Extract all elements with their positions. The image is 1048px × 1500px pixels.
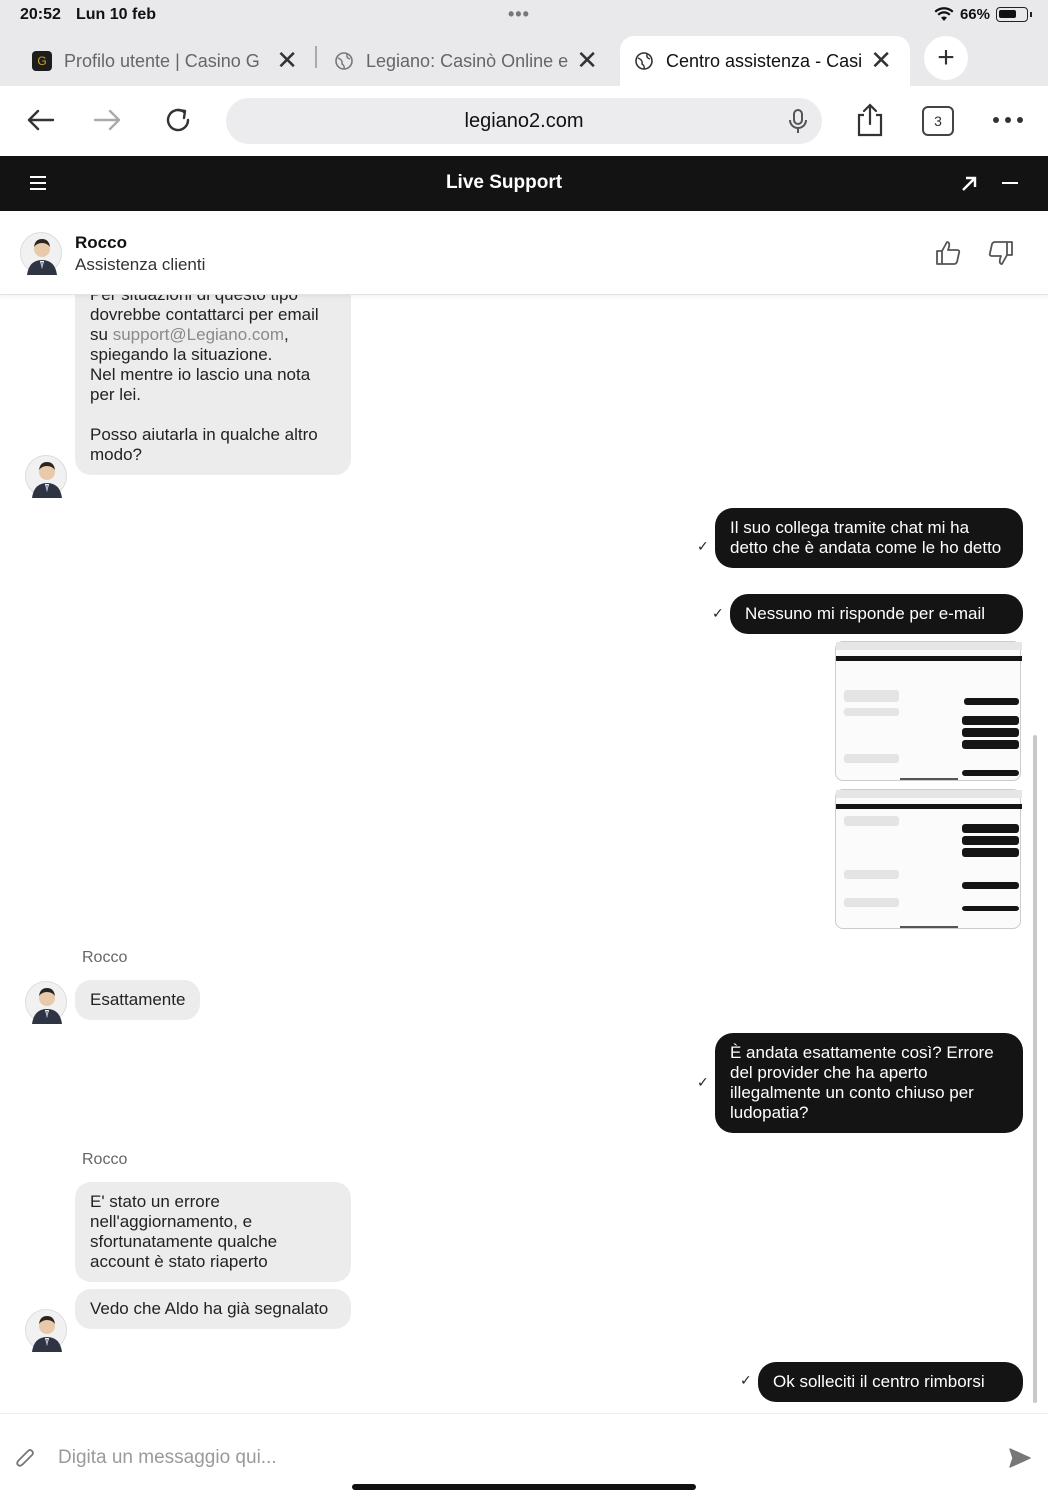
close-tab-icon[interactable]: ✕ — [870, 45, 892, 75]
url-text: legiano2.com — [464, 109, 584, 132]
send-icon[interactable] — [1008, 1447, 1032, 1469]
agent-message-bubble — [75, 277, 351, 475]
close-tab-icon[interactable]: ✕ — [276, 45, 298, 75]
casino-favicon-icon: G — [32, 51, 52, 71]
thumbs-down-icon[interactable] — [987, 239, 1015, 267]
user-message-bubble — [730, 594, 1023, 634]
tab-legiano[interactable] — [320, 36, 616, 86]
share-button[interactable] — [852, 102, 888, 138]
home-indicator — [352, 1484, 696, 1490]
multitask-dots-icon[interactable]: ••• — [508, 4, 530, 24]
status-bar — [0, 0, 1048, 30]
message-list[interactable] — [0, 295, 1048, 1413]
avatar — [25, 1309, 67, 1351]
user-message-bubble — [715, 508, 1023, 568]
close-tab-icon[interactable]: ✕ — [576, 45, 598, 75]
chat-title: Live Support — [445, 172, 563, 193]
paperclip-icon[interactable] — [14, 1446, 36, 1470]
message-input[interactable] — [58, 1442, 958, 1474]
avatar — [25, 455, 67, 497]
minimize-icon[interactable] — [1002, 182, 1018, 184]
sender-name: Rocco — [82, 1151, 128, 1168]
agent-info-bar — [0, 211, 1048, 295]
user-message-bubble — [715, 1033, 1023, 1133]
arrow-right-icon — [93, 108, 123, 132]
share-icon — [855, 103, 885, 137]
message-text: Il suo collega tramite chat mi ha detto che è andata come le ho detto — [730, 518, 1002, 557]
status-date: Lun 10 feb — [76, 6, 157, 23]
browser-tab-bar — [0, 30, 1048, 86]
avatar — [25, 981, 67, 1023]
tab-profilo-utente[interactable] — [20, 36, 316, 86]
forward-button[interactable] — [90, 102, 126, 138]
message-text: Nel mentre io lascio una nota per lei. — [90, 365, 311, 404]
support-email-link[interactable]: support@Legiano.com — [112, 325, 285, 344]
wifi-icon — [934, 7, 954, 22]
message-text: Posso aiutarla in qualche altro modo? — [90, 425, 318, 464]
chat-header — [0, 156, 1048, 211]
message-text: , spiegando la situazione. — [90, 325, 289, 364]
sent-check-icon: ✓ — [697, 538, 709, 554]
tab-centro-assistenza[interactable] — [620, 36, 910, 86]
attachment-screenshot-thumbnail[interactable] — [835, 789, 1021, 929]
back-button[interactable] — [22, 102, 58, 138]
status-time: 20:52 — [20, 6, 61, 23]
tab-switcher-button[interactable]: 3 — [922, 106, 954, 136]
thumbs-up-icon[interactable] — [934, 239, 962, 267]
arrow-left-icon — [25, 108, 55, 132]
browser-toolbar — [0, 86, 1048, 156]
user-message-bubble — [758, 1362, 1023, 1402]
message-text: È andata esattamente così? Errore del provider che ha aperto illegalmente un conto chiuso per ludopatia? — [730, 1043, 994, 1122]
agent-role: Assistenza clienti — [75, 255, 206, 274]
tab-separator — [315, 46, 317, 68]
sent-check-icon: ✓ — [712, 605, 724, 621]
agent-message-bubble — [75, 1289, 351, 1329]
scrollbar[interactable] — [1033, 735, 1037, 1403]
message-text: Vedo che Aldo ha già segnalato — [90, 1299, 329, 1318]
globe-icon — [634, 51, 654, 71]
tab-title: Centro assistenza - Casi — [666, 50, 863, 71]
expand-icon[interactable] — [960, 175, 978, 193]
tab-title: Legiano: Casinò Online e — [366, 50, 569, 71]
message-text: Esattamente — [90, 990, 186, 1009]
address-bar[interactable] — [226, 98, 822, 144]
message-text: E' stato un errore nell'aggiornamento, e sfortunatamente qualche account è stato riaperto — [90, 1192, 278, 1271]
message-text: Nessuno mi risponde per e-mail — [745, 604, 985, 623]
sent-check-icon: ✓ — [697, 1074, 709, 1090]
agent-name: Rocco — [75, 233, 127, 252]
status-indicators — [934, 6, 1028, 23]
microphone-icon[interactable] — [788, 108, 808, 134]
new-tab-button[interactable]: + — [924, 36, 968, 80]
tab-title: Profilo utente | Casino G — [64, 50, 260, 71]
agent-message-bubble — [75, 980, 200, 1020]
globe-icon — [334, 51, 354, 71]
agent-message-bubble — [75, 1182, 351, 1282]
more-menu-button[interactable] — [990, 102, 1026, 138]
more-dots-icon — [992, 116, 1024, 124]
message-text: dovrebbe contattarci per email su — [90, 305, 319, 344]
battery-icon — [996, 7, 1028, 22]
reload-icon — [162, 104, 194, 136]
reload-button[interactable] — [160, 102, 196, 138]
message-text: Ok solleciti il centro rimborsi — [773, 1372, 985, 1391]
avatar — [20, 232, 62, 274]
battery-percent: 66% — [959, 6, 990, 23]
sender-name: Rocco — [82, 949, 128, 966]
sent-check-icon: ✓ — [740, 1372, 752, 1388]
attachment-screenshot-thumbnail[interactable] — [835, 641, 1021, 781]
